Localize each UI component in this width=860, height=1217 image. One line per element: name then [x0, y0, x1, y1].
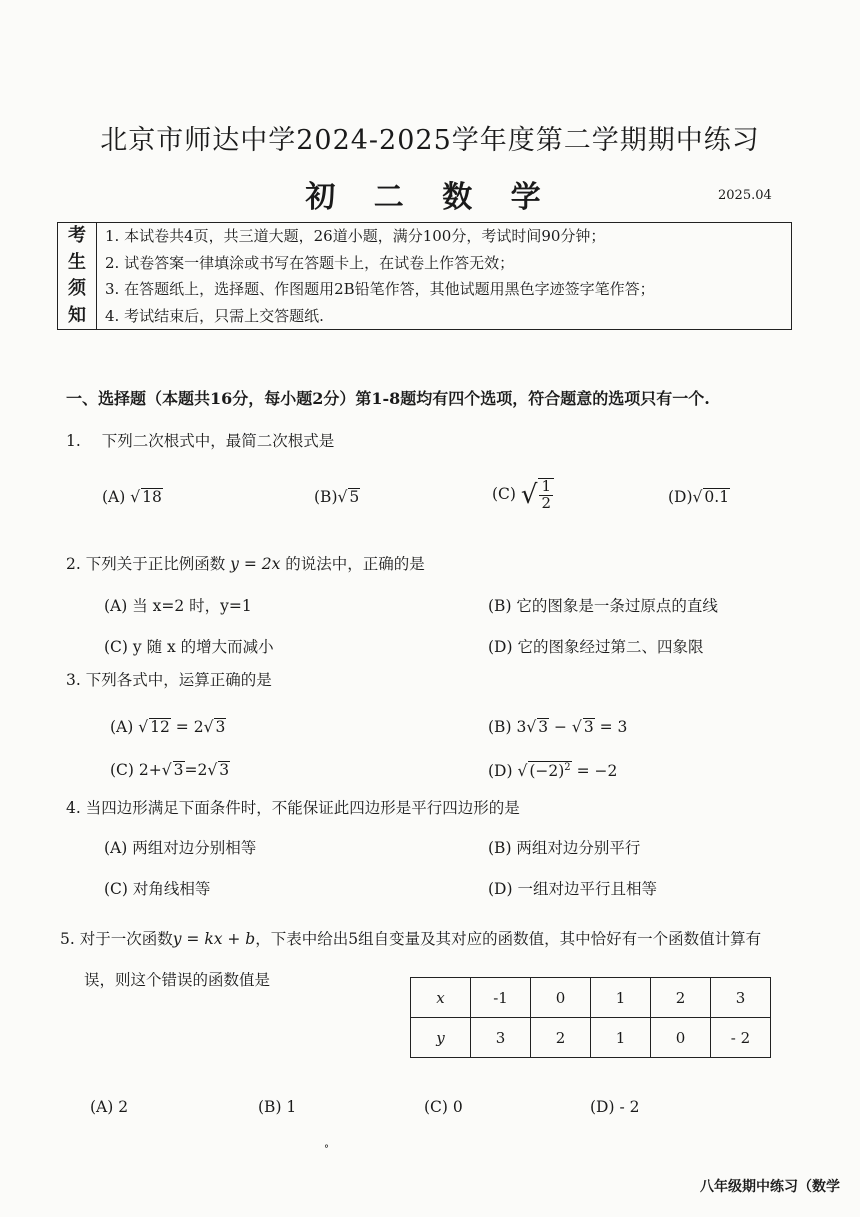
notice-label-char: 考 — [68, 225, 86, 246]
fraction-numerator: 1 — [541, 477, 552, 495]
q1-option-a: (A) √ 18 — [102, 488, 162, 506]
notice-item: 4. 考试结束后，只需上交答题纸. — [105, 306, 324, 325]
function-value-table — [410, 977, 771, 1058]
q5-option-d: (D) - 2 — [590, 1098, 640, 1116]
math-expression: = 2 — [175, 718, 204, 736]
exam-title: 北京市师达中学2024-2025学年度第二学期期中练习 — [100, 125, 760, 156]
exponent: 2 — [564, 762, 571, 773]
table-header: y — [411, 1018, 471, 1058]
q5-option-a: (A) 2 — [90, 1098, 129, 1116]
radicand: 3 — [538, 718, 549, 736]
q5-option-c: (C) 0 — [424, 1098, 463, 1116]
q4-option-c: (C) 对角线相等 — [104, 880, 211, 898]
q2-option-d: (D) 它的图象经过第二、四象限 — [488, 638, 704, 656]
question-stem-suffix: 的说法中，正确的是 — [285, 555, 425, 573]
q2-option-c: (C) y 随 x 的增大而减小 — [104, 638, 274, 656]
option-label: (C) — [110, 761, 134, 779]
option-label: (C) — [492, 484, 516, 503]
q1-option-d: (D)√ 0.1 — [668, 488, 730, 506]
option-label: (D) — [488, 762, 513, 781]
table-cell: 1 — [591, 978, 651, 1018]
exam-notice-box — [57, 222, 792, 330]
table-cell: 0 — [531, 978, 591, 1018]
q3-option-b: (B) 3√ 3 − √ 3 = 3 — [488, 718, 628, 736]
notice-item: 2. 试卷答案一律填涂或书写在答题卡上，在试卷上作答无效； — [105, 253, 515, 272]
question-number: 1. — [66, 432, 81, 450]
math-expression: =2 — [184, 761, 208, 779]
question-4: 4. 当四边形满足下面条件时，不能保证此四边形是平行四边形的是 — [66, 799, 520, 817]
table-cell: 2 — [531, 1018, 591, 1058]
radicand: 3 — [215, 718, 226, 736]
option-label: (A) — [110, 718, 134, 736]
question-5 — [60, 927, 761, 949]
notice-items — [97, 223, 792, 330]
q4-option-d: (D) 一组对边平行且相等 — [488, 880, 657, 898]
table-cell: 3 — [711, 978, 771, 1018]
notice-item: 3. 在答题纸上，选择题、作图题用2B铅笔作答，其他试题用黑色字迹签字笔作答； — [105, 280, 655, 298]
table-row — [411, 978, 771, 1018]
option-label: (D) — [668, 488, 693, 506]
section-heading: 一、选择题（本题共16分，每小题2分）第1-8题均有四个选项，符合题意的选项只有一个. — [66, 389, 710, 408]
math-expression: y = 2x — [230, 555, 281, 573]
question-stem: 2. 下列关于正比例函数 — [66, 555, 226, 573]
fraction-denominator: 2 — [541, 493, 552, 512]
q1-option-c: (C) √ $\frac{1}{2}$ — [492, 478, 554, 512]
table-cell: 3 — [471, 1018, 531, 1058]
notice-label-char: 须 — [68, 278, 86, 299]
option-label: (B) — [488, 718, 512, 736]
page-footer: 八年级期中练习（数学 — [700, 1179, 840, 1195]
q5-option-b: (B) 1 — [258, 1098, 297, 1116]
q2-option-a: (A) 当 x=2 时，y=1 — [104, 597, 252, 615]
q2-option-b: (B) 它的图象是一条过原点的直线 — [488, 597, 718, 615]
option-label: (A) — [102, 488, 126, 506]
radicand: 3 — [173, 761, 184, 779]
fraction — [538, 478, 554, 512]
question-stem-suffix: ，下表中给出5组自变量及其对应的函数值，其中恰好有一个函数值计算有 — [255, 930, 762, 948]
subject-title: 初 二 数 学 — [305, 180, 555, 215]
question-3: 3. 下列各式中，运算正确的是 — [66, 671, 272, 689]
radicand: 12 — [150, 718, 170, 736]
math-coefficient: 3 — [516, 718, 527, 736]
q3-option-d: (D) √ $(-2)^2 = -2$ — [488, 762, 618, 781]
math-expression: 2+ — [138, 761, 162, 779]
notice-label-char: 知 — [68, 304, 86, 326]
math-expression: = 3 — [594, 718, 628, 736]
math-expression: = −2 — [571, 762, 618, 781]
radicand: 18 — [142, 488, 162, 506]
table-header: x — [411, 978, 471, 1018]
question-stem: 下列二次根式中，最简二次根式是 — [101, 432, 335, 450]
question-1 — [66, 429, 334, 451]
q4-option-b: (B) 两组对边分别平行 — [488, 839, 641, 857]
table-cell: - 2 — [711, 1018, 771, 1058]
option-label: (B) — [314, 488, 338, 506]
math-operator: − — [549, 718, 572, 736]
question-5-line2: 误，则这个错误的函数值是 — [84, 971, 271, 989]
q3-option-a: (A) √ 12 = 2√ 3 — [110, 718, 226, 736]
table-cell: 1 — [591, 1018, 651, 1058]
q1-option-b: (B)√ 5 — [314, 488, 360, 506]
table-cell: 2 — [651, 978, 711, 1018]
radicand: 0.1 — [704, 488, 730, 506]
table-row — [411, 1018, 771, 1058]
radicand — [528, 761, 571, 780]
page-mark: ° — [324, 1144, 329, 1155]
table-cell: -1 — [471, 978, 531, 1018]
question-2 — [66, 552, 425, 574]
math-expression: y = kx + b — [172, 930, 256, 948]
notice-label — [58, 223, 97, 330]
q3-option-c: (C) 2+√ 3=2√ 3 — [110, 761, 230, 779]
radicand: 3 — [583, 718, 594, 736]
notice-item: 1. 本试卷共4页，共三道大题，26道小题，满分100分，考试时间90分钟； — [105, 227, 606, 245]
table-cell: 0 — [651, 1018, 711, 1058]
question-stem: 5. 对于一次函数 — [60, 930, 173, 948]
radicand-base: (−2) — [529, 762, 565, 781]
notice-label-char: 生 — [68, 251, 86, 273]
q4-option-a: (A) 两组对边分别相等 — [104, 839, 257, 857]
radicand: 5 — [349, 488, 360, 506]
radicand: 3 — [219, 761, 230, 779]
exam-date: 2025.04 — [718, 188, 772, 203]
